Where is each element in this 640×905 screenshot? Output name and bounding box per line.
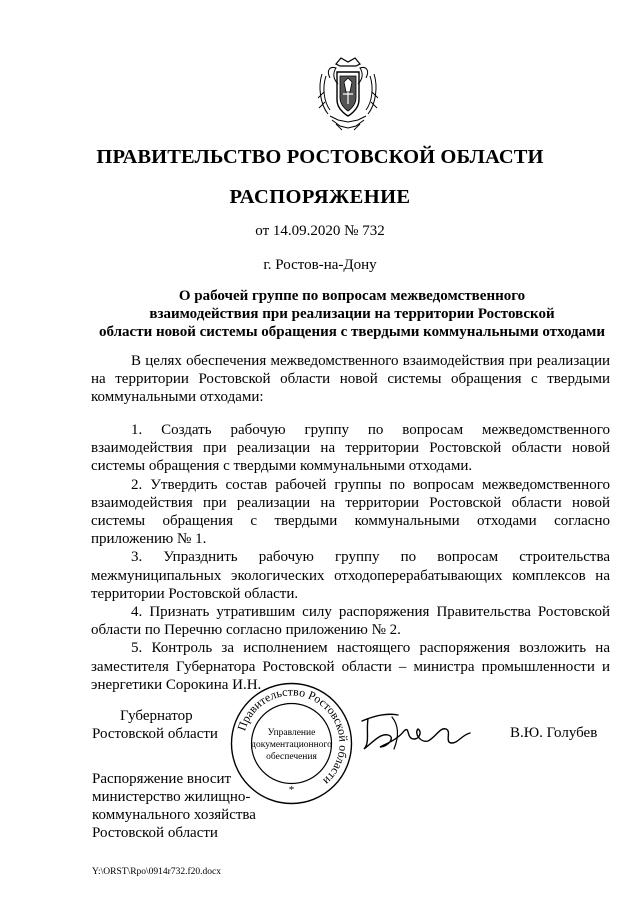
stamp-star: * [288, 784, 295, 796]
subject-line: области новой системы обращения с твердыми коммунальными отходами [99, 324, 605, 340]
subject-line: взаимодействия при реализации на территории Ростовской [149, 306, 555, 322]
submitted-by-line: министерство жилищно- [92, 789, 251, 805]
stamp-inner-line: документационного [251, 740, 332, 750]
preamble [91, 352, 610, 407]
document-city: г. Ростов-на-Дону [263, 257, 377, 273]
preamble-paragraph: В целях обеспечения межведомственного взаимодействия при реализации на территории Ростовской области новой системы обращения с твердыми коммунальными отходами: [91, 353, 610, 406]
signatory-position-line: Губернатор [120, 708, 193, 724]
order-item-4: 4. Признать утратившим силу распоряжения Правительства Ростовской области по Перечню согласно приложению № 2. [91, 604, 610, 639]
signatory-name: В.Ю. Голубев [510, 725, 598, 741]
signatory-position-line: Ростовской области [92, 726, 218, 742]
document-number-date: от 14.09.2020 № 732 [255, 223, 385, 239]
submitted-by-line: Ростовской области [92, 825, 218, 841]
order-item-5: 5. Контроль за исполнением настоящего распоряжения возложить на заместителя Губернатора Ростовской области – министра промышленности и энергетики Сорокина И.Н. [91, 640, 610, 693]
document-subject [92, 287, 612, 341]
document-type-title: РАСПОРЯЖЕНИЕ [229, 186, 411, 208]
organization-title: ПРАВИТЕЛЬСТВО РОСТОВСКОЙ ОБЛАСТИ [96, 146, 544, 168]
stamp-inner-line: обеспечения [266, 752, 317, 762]
file-path-footer: Y:\ORST\Rpo\0914r732.f20.docx [92, 867, 221, 877]
stamp-inner-line: Управление [267, 728, 316, 738]
coat-of-arms-icon [316, 56, 380, 132]
submitted-by-note [92, 770, 256, 842]
order-item-1: 1. Создать рабочую группу по вопросам межведомственного взаимодействия при реализации на территории Ростовской области новой системы обращения с твердыми коммунальными отходами. [91, 422, 610, 475]
signatory-position [92, 707, 218, 743]
order-item-3: 3. Упразднить рабочую группу по вопросам строительства межмуниципальных экологических отходоперерабатывающих комплексов на территории Ростовской области. [91, 549, 610, 602]
stamp-ring-text: Правительство Ростовской области [234, 684, 351, 789]
order-items [91, 421, 610, 694]
subject-line: О рабочей группе по вопросам межведомственного [178, 288, 526, 304]
submitted-by-line: коммунального хозяйства [92, 807, 256, 823]
order-item-2: 2. Утвердить состав рабочей группы по вопросам межведомственного взаимодействия при реализации на территории Ростовской области новой системы обращения с твердыми коммунальными отходами согласно приложению № 1. [91, 476, 610, 548]
submitted-by-line: Распоряжение вносит [92, 771, 232, 787]
handwritten-signature [358, 709, 476, 753]
